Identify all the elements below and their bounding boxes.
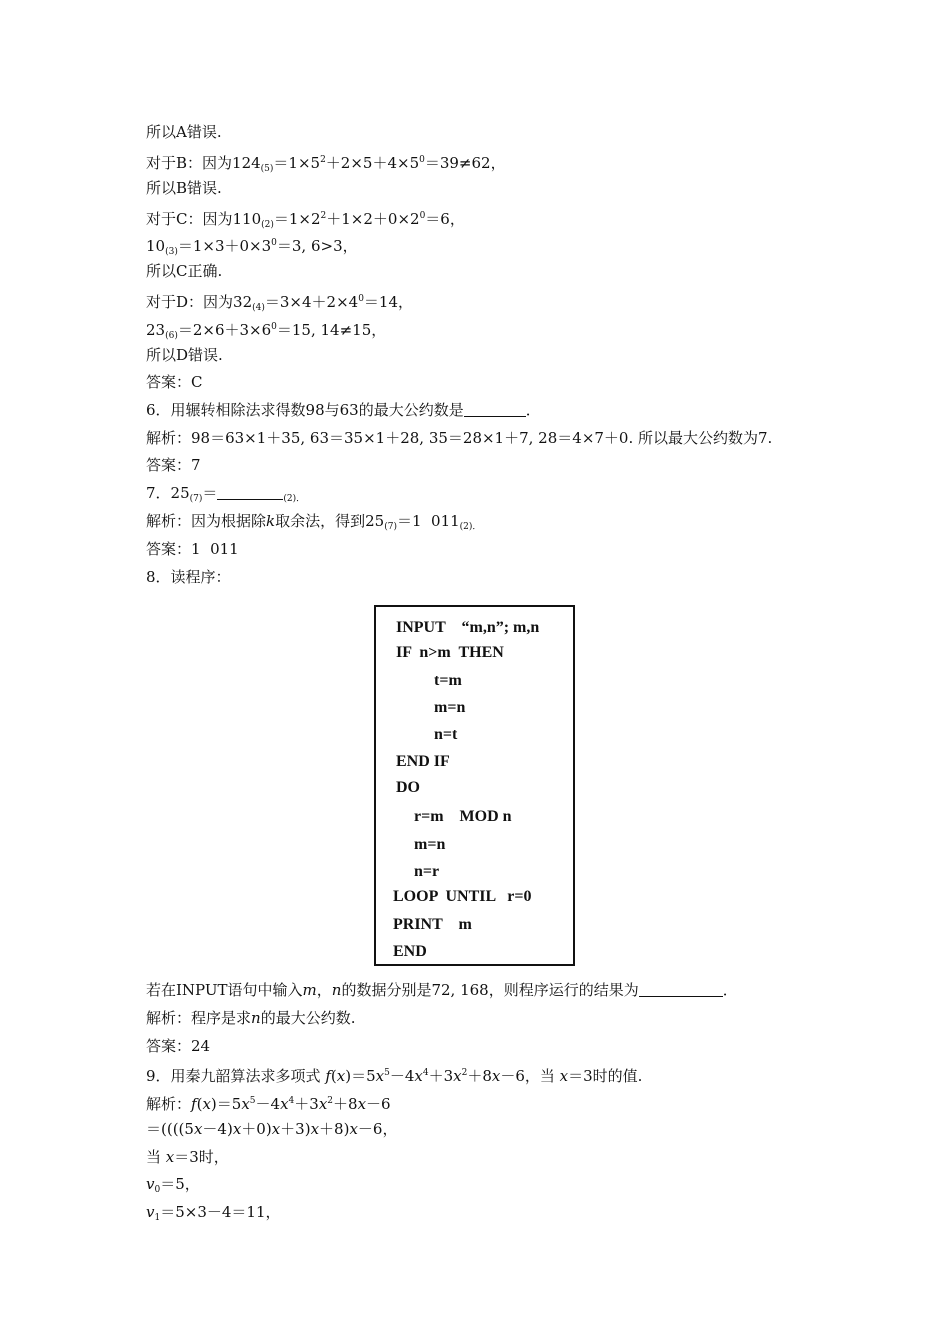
code-line: LOOP UNTIL r=0 <box>393 888 532 905</box>
code-line: n=r <box>414 863 440 880</box>
answer-blank <box>639 982 723 997</box>
text-line: 对于B：因为$124_{(5)}=1\times 5^2+2\times 5+4\times 5^0=39\ne 62$， <box>146 154 506 174</box>
text-line: 所以B错误. <box>146 179 222 197</box>
code-line: PRINT m <box>393 916 472 933</box>
text-line: ＝((((5x－4)x＋0)x＋3)x＋8)x－6， <box>146 1120 398 1138</box>
text-line: 解析：98＝63×1＋35, 63＝35×1＋28, 35＝28×1＋7, 28＝4×7＋0. 所以最大公约数为7. <box>146 429 773 447</box>
answer-blank <box>217 485 283 500</box>
text-line: 解析：因为根据除k取余法，得到$25_{(7)}=1$ $011_{(2).}$ <box>146 512 482 532</box>
program-code-box <box>374 605 575 966</box>
text-line: $23_{(6)}=2\times 6+3\times 6^0=15$, 14≠15， <box>146 321 387 341</box>
text-line: 若在INPUT语句中输入m，n的数据分别是72, 168，则程序运行的结果为 ． <box>146 981 738 999</box>
code-line: END IF <box>396 753 450 770</box>
code-line: INPUT “m,n”; m,n <box>396 619 540 636</box>
text-line: 答案：C <box>146 373 203 391</box>
text-line: 所以D错误. <box>146 346 223 364</box>
text-line: $v_0=5$， <box>146 1175 200 1195</box>
code-line: IF n>m THEN <box>396 644 504 661</box>
code-line: m=n <box>434 699 466 716</box>
text-line: 9．用秦九韶算法求多项式 $f(x)=5x^5-4x^4+3x^2+8x-6$，当 x＝3时的值. <box>146 1067 643 1085</box>
text-line: 答案：24 <box>146 1037 211 1055</box>
code-line: t=m <box>434 672 462 689</box>
text-line: 7．$25_{(7)}= _{(2).}$ <box>146 484 306 504</box>
code-line: END <box>393 943 427 960</box>
text-line: 6．用辗转相除法求得数98与63的最大公约数是 ． <box>146 401 541 419</box>
answer-blank <box>464 402 526 417</box>
text-line: 对于D：因为$32_{(4)}=3\times 4+2\times 4^0=14$， <box>146 293 414 313</box>
code-line: r=m MOD n <box>414 808 512 825</box>
text-line: 对于C：因为$110_{(2)}=1\times 2^2+1\times 2+0\times 2^0=6$， <box>146 210 465 230</box>
text-line: 所以A错误. <box>146 123 222 141</box>
text-line: $10_{(3)}=1\times 3+0\times 3^0=3$, 6>3， <box>146 237 358 257</box>
text-line: 解析：$f(x)=5x^5-4x^4+3x^2+8x-6$ <box>146 1095 391 1113</box>
text-line: 答案：1 011 <box>146 540 239 558</box>
text-line: 所以C正确. <box>146 262 223 280</box>
text-line: 解析：程序是求n的最大公约数. <box>146 1009 356 1027</box>
text-line: 当 x＝3时， <box>146 1148 229 1166</box>
code-line: DO <box>396 779 420 796</box>
text-line: 8．读程序： <box>146 568 231 586</box>
text-line: 答案：7 <box>146 456 201 474</box>
code-line: n=t <box>434 726 458 743</box>
text-line: $v_1=5\times 3-4=11$， <box>146 1203 281 1223</box>
code-line: m=n <box>414 836 446 853</box>
